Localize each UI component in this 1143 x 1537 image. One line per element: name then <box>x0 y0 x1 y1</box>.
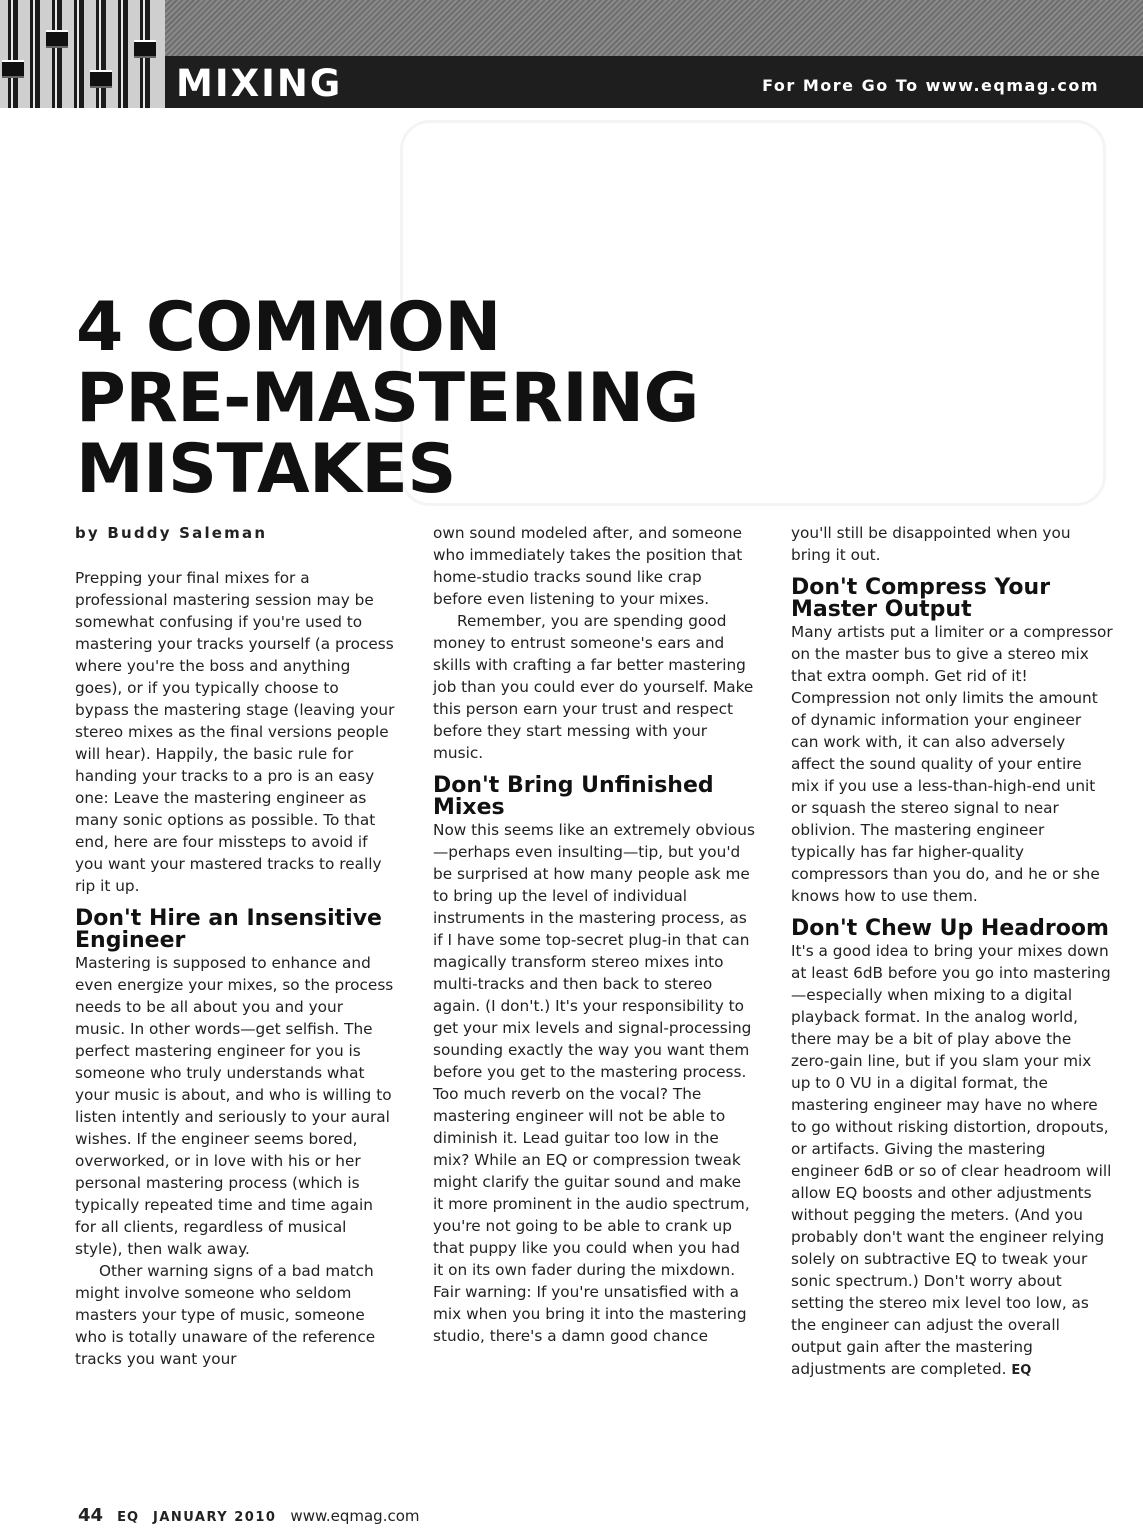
final-paragraph-text: It's a good idea to bring your mixes down at least 6dB before you go into mastering—especially when mixing to a digital playback format. In the analog world, there may be a bit of play above the zero-gain line, but if you slam your mix up to 0 VU in a digital format, the mastering engineer may have no where to go without risking distortion, dropouts, or artifacts. Giving the mastering engineer 6dB or so of clear headroom will allow EQ boosts and other adjustments without pegging the meters. (And you probably don't want the engineer relying solely on subtractive EQ to tweak your sonic spectrum.) Don't worry about setting the stereo mix level too low, as the engineer can adjust the overall output gain after the mastering adjustments are completed. <box>791 942 1112 1378</box>
section-heading: Don't Bring Unfinished Mixes <box>433 773 714 820</box>
footer-url[interactable]: www.eqmag.com <box>290 1507 420 1525</box>
issue-date: JANUARY 2010 <box>153 1510 277 1525</box>
header-pattern-band <box>0 0 1143 56</box>
intro-paragraph: Prepping your final mixes for a professional mastering session may be somewhat confusing if you're used to mastering your tracks yourself (a process where you're the boss and anything goes), or if you typically choose to bypass the mastering stage (leaving your stereo mixes as the final versions people will hear). Happily, the basic rule for handing your tracks to a pro is an easy one: Leave the mastering engineer as many sonic options as possible. To that end, here are four missteps to avoid if you want your mastered tracks to really rip it up. <box>75 569 395 895</box>
body-paragraph: own sound modeled after, and someone who immediately takes the position that home-studio tracks sound like crap before even listening to your mixes. <box>433 524 743 608</box>
page-number: 44 <box>78 1505 104 1526</box>
article-column-2 <box>433 522 755 1347</box>
body-paragraph <box>791 940 1113 1382</box>
section-title: MIXING <box>176 62 343 105</box>
article-title <box>76 288 699 509</box>
mixer-fader-art <box>0 0 165 108</box>
byline: by Buddy Saleman <box>75 524 268 542</box>
section-heading: Don't Hire an Insensitive Engineer <box>75 906 382 953</box>
body-paragraph: you'll still be disappointed when you bring it out. <box>791 524 1071 564</box>
title-line: MISTAKES <box>76 430 456 509</box>
body-paragraph: Many artists put a limiter or a compressor on the master bus to give a stereo mix that extra oomph. Get rid of it! Compression not only limits the amount of dynamic information your engineer can work with, it can also adversely affect the sound quality of your entire mix if you use a less-than-high-end unit or squash the stereo signal to near oblivion. The mastering engineer typically has far higher-quality compressors than you do, and he or she knows how to use them. <box>791 623 1113 905</box>
body-paragraph: Mastering is supposed to enhance and even energize your mixes, so the process needs to be all about you and your music. In other words—get selfish. The perfect mastering engineer for you is someone who truly understands what your music is about, and who is willing to listen intently and seriously to your aural wishes. If the engineer seems bored, overworked, or in love with his or her personal mastering process (which is typically repeated time and time again for all clients, regardless of musical style), then walk away. <box>75 954 394 1258</box>
body-paragraph: Other warning signs of a bad match might involve someone who seldom masters your type of music, someone who is totally unaware of the reference tracks you want your <box>75 1262 376 1368</box>
article-column-1 <box>75 522 397 1370</box>
page-footer <box>78 1505 420 1526</box>
title-line: 4 COMMON <box>76 288 501 367</box>
title-line: PRE-MASTERING <box>76 359 699 438</box>
header-website-link[interactable]: For More Go To www.eqmag.com <box>762 76 1099 95</box>
end-mark: EQ <box>1011 1363 1032 1378</box>
section-heading: Don't Compress Your Master Output <box>791 575 1051 622</box>
section-heading: Don't Chew Up Headroom <box>791 916 1109 941</box>
body-paragraph: Now this seems like an extremely obvious—perhaps even insulting—tip, but you'd be surprised at how many people ask me to bring up the level of individual instruments in the mastering process, as if I have some top-secret plug-in that can magically transform stereo mixes into multi-tracks and then back to stereo again. (I don't.) It's your responsibility to get your mix levels and signal-processing sounding exactly the way you want them before you get to the mastering process. Too much reverb on the vocal? The mastering engineer will not be able to diminish it. Lead guitar too low in the mix? While an EQ or compression tweak might clarify the guitar sound and make it more prominent in the audio spectrum, you're not going to be able to crank up that puppy like you could when you had it on its own fader during the mixdown. Fair warning: If you're unsatisfied with a mix when you bring it into the mastering studio, there's a damn good chance <box>433 821 755 1345</box>
article-column-3 <box>791 522 1113 1382</box>
body-paragraph: Remember, you are spending good money to entrust someone's ears and skills with crafting a far better mastering job than you could ever do yourself. Make this person earn your trust and respect before they start messing with your music. <box>433 612 754 762</box>
magazine-name: EQ <box>117 1510 139 1525</box>
